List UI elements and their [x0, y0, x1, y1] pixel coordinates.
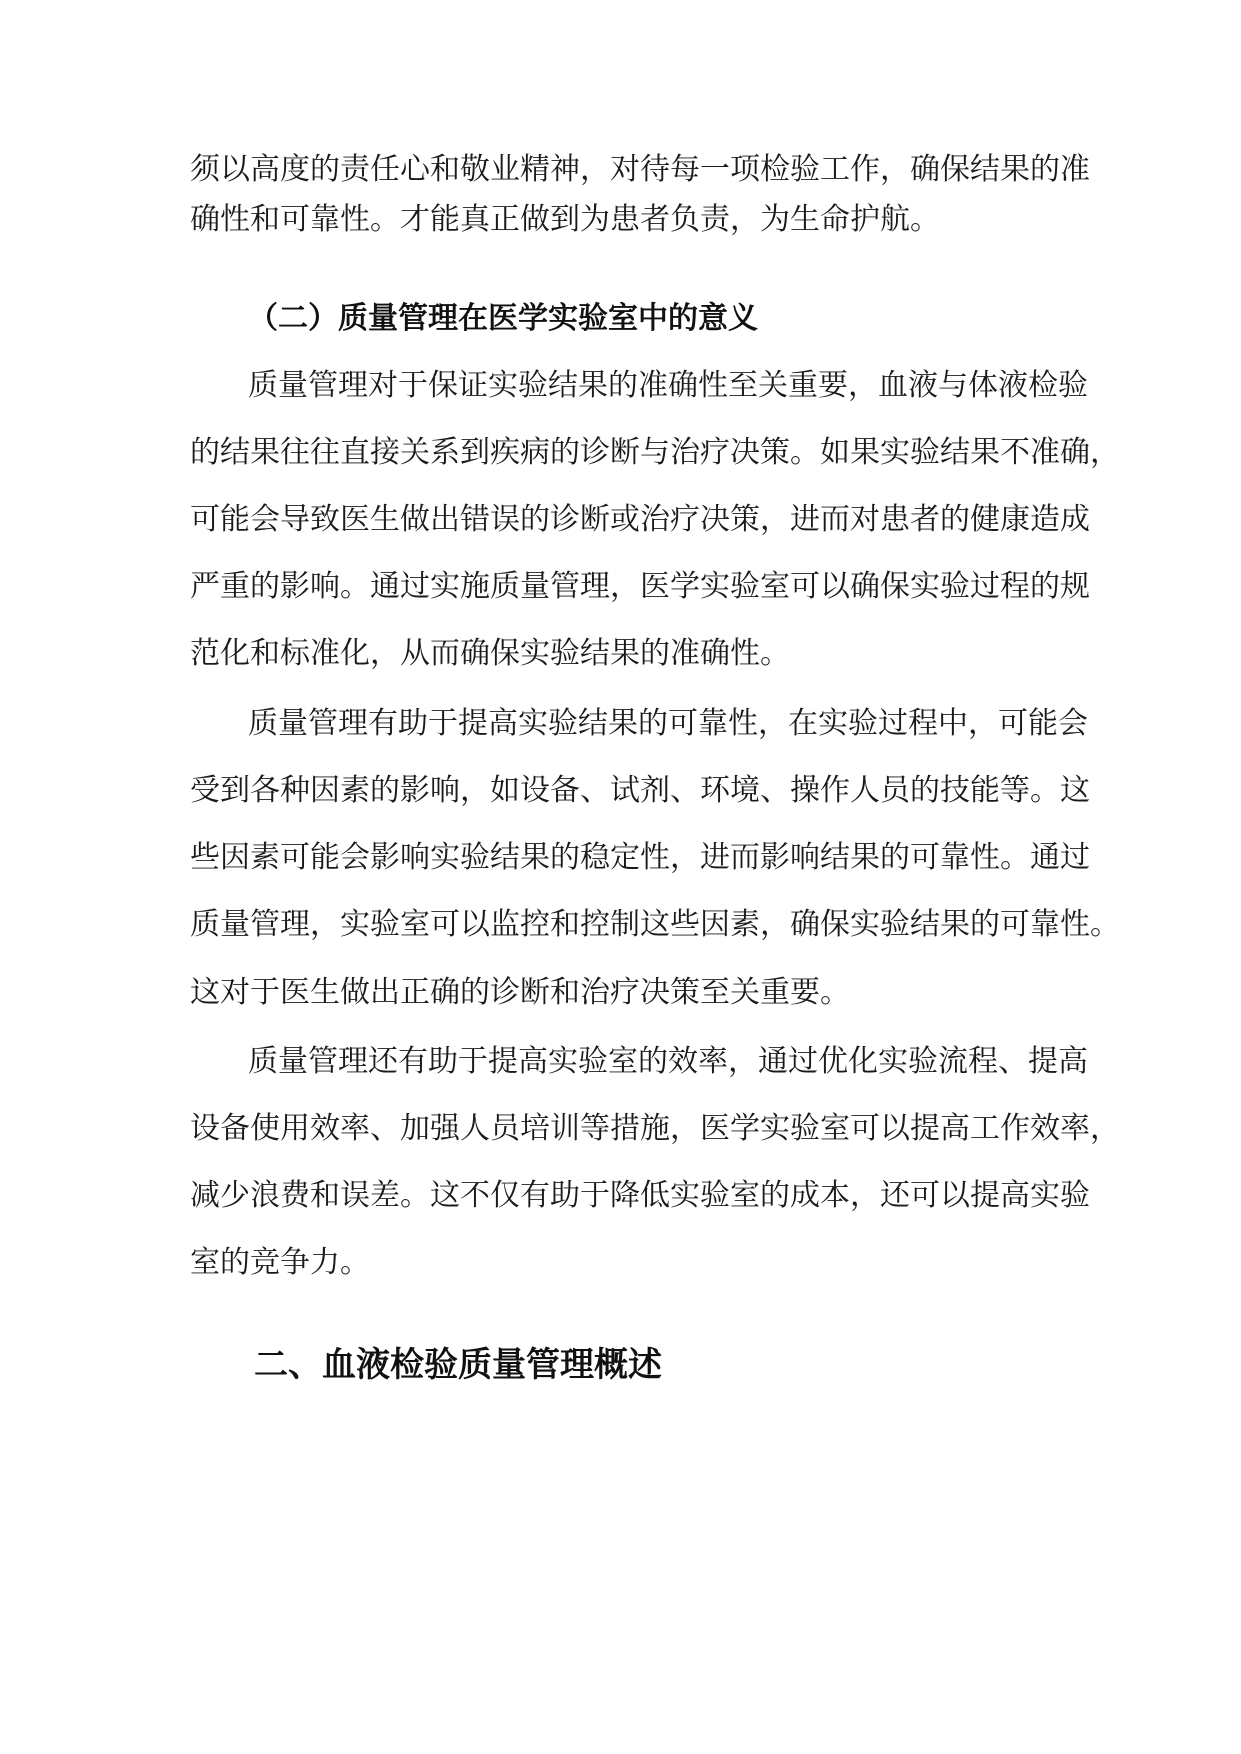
paragraph-3-line-4: 室的竞争力。 — [190, 1245, 370, 1280]
paragraph-3-line-1: 质量管理还有助于提高实验室的效率，通过优化实验流程、提高 — [248, 1044, 1088, 1079]
paragraph-3-line-2: 设备使用效率、加强人员培训等措施，医学实验室可以提高工作效率， — [190, 1111, 1120, 1146]
paragraph-1-line-4: 严重的影响。通过实施质量管理，医学实验室可以确保实验过程的规 — [190, 569, 1090, 604]
paragraph-1-line-3: 可能会导致医生做出错误的诊断或治疗决策，进而对患者的健康造成 — [190, 502, 1090, 537]
paragraph-2-line-4: 质量管理，实验室可以监控和控制这些因素，确保实验结果的可靠性。 — [190, 907, 1120, 942]
paragraph-2-line-1: 质量管理有助于提高实验结果的可靠性，在实验过程中，可能会 — [248, 706, 1088, 741]
intro-line-1: 须以高度的责任心和敬业精神，对待每一项检验工作，确保结果的准 — [190, 152, 1090, 187]
paragraph-3-line-3: 减少浪费和误差。这不仅有助于降低实验室的成本，还可以提高实验 — [190, 1178, 1090, 1213]
intro-line-2: 确性和可靠性。才能真正做到为患者负责，为生命护航。 — [190, 202, 940, 237]
paragraph-1-line-5: 范化和标准化，从而确保实验结果的准确性。 — [190, 636, 790, 671]
paragraph-2-line-5: 这对于医生做出正确的诊断和治疗决策至关重要。 — [190, 975, 850, 1010]
paragraph-1-line-1: 质量管理对于保证实验结果的准确性至关重要，血液与体液检验 — [248, 368, 1088, 403]
subsection-heading: （二）质量管理在医学实验室中的意义 — [248, 301, 758, 336]
paragraph-2-line-2: 受到各种因素的影响，如设备、试剂、环境、操作人员的技能等。这 — [190, 773, 1090, 808]
paragraph-1-line-2: 的结果往往直接关系到疾病的诊断与治疗决策。如果实验结果不准确， — [190, 435, 1120, 470]
paragraph-2-line-3: 些因素可能会影响实验结果的稳定性，进而影响结果的可靠性。通过 — [190, 840, 1090, 875]
section-heading: 二、血液检验质量管理概述 — [254, 1345, 662, 1385]
